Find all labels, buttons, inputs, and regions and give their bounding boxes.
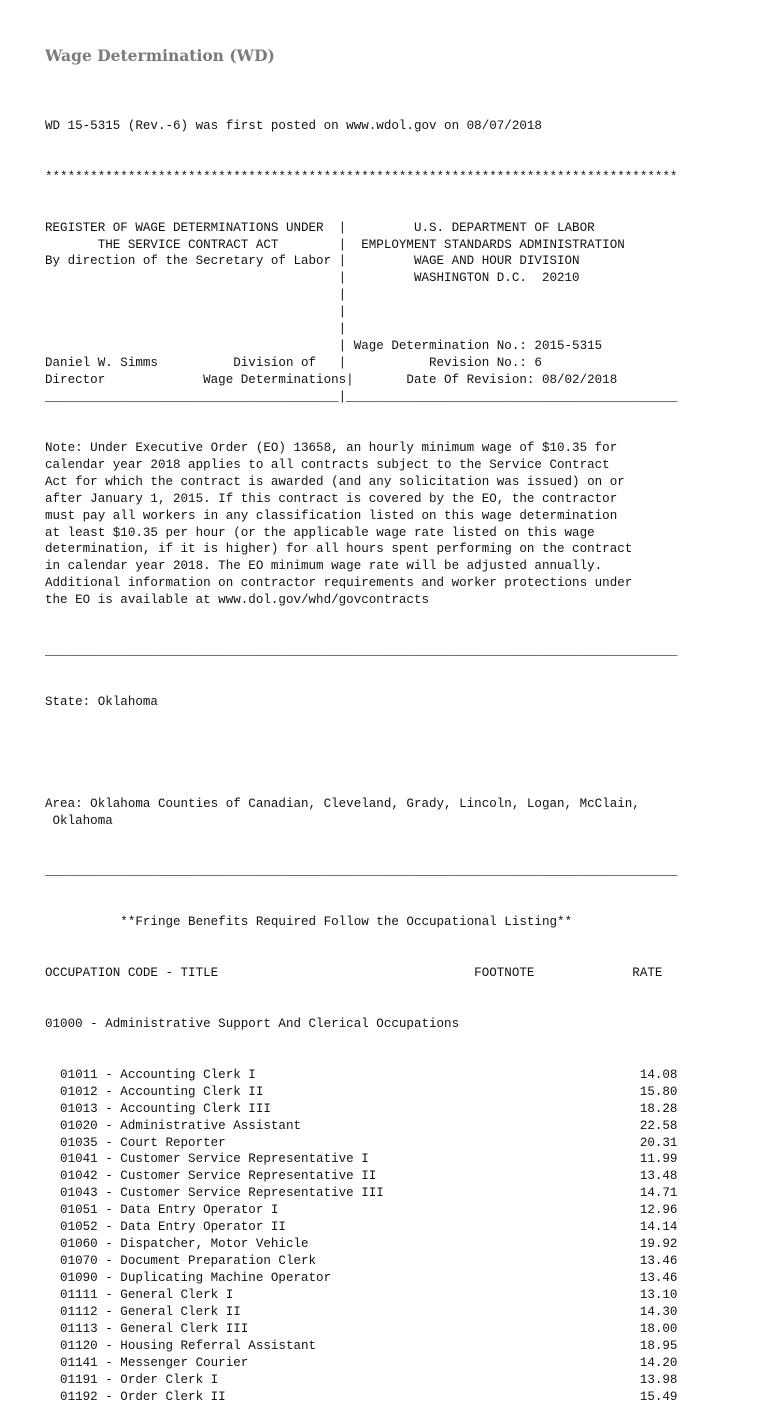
occupation-row: 01043 - Customer Service Representative III 14.71	[45, 1186, 678, 1201]
occupation-row: 01051 - Data Entry Operator I 12.96	[45, 1203, 678, 1218]
occupation-row: 01060 - Dispatcher, Motor Vehicle 19.92	[45, 1237, 678, 1252]
rule-separator: ____________________________________________________________________________________	[45, 864, 678, 879]
area-line: Oklahoma	[45, 813, 113, 828]
header-line: _______________________________________|____________________________________________	[45, 389, 678, 404]
occupation-row: 01052 - Data Entry Operator II 14.14	[45, 1220, 678, 1235]
occupation-row: 01020 - Administrative Assistant 22.58	[45, 1118, 678, 1133]
occupation-row: 01011 - Accounting Clerk I 14.08	[45, 1067, 678, 1082]
note-line: Additional information on contractor requirements and worker protections under	[45, 576, 633, 591]
rule-separator: ____________________________________________________________________________________	[45, 644, 678, 659]
occupation-row: 01120 - Housing Referral Assistant 18.95	[45, 1338, 678, 1353]
posted-line: WD 15-5315 (Rev.-6) was first posted on www.wdol.gov on 08/07/2018	[45, 118, 542, 133]
header-line: By direction of the Secretary of Labor | WAGE AND HOUR DIVISION	[45, 254, 580, 269]
note-line: must pay all workers in any classification listed on this wage determination	[45, 508, 618, 523]
occupation-row: 01112 - General Clerk II 14.30	[45, 1304, 678, 1319]
header-line: | Wage Determination No.: 2015-5315	[45, 339, 603, 354]
note-line: Act for which the contract is awarded (and any solicitation was issued) on or	[45, 474, 625, 489]
area-line: Area: Oklahoma Counties of Canadian, Cleveland, Grady, Lincoln, Logan, McClain,	[45, 796, 640, 811]
wage-determination-document	[45, 84, 677, 1422]
fringe-benefits-notice: **Fringe Benefits Required Follow the Occupational Listing**	[45, 915, 573, 930]
header-line: |	[45, 305, 347, 320]
blank-line	[45, 745, 677, 762]
stars-separator: ************************************************************************************	[45, 169, 678, 184]
note-line: at least $10.35 per hour (or the applicable wage rate listed on this wage	[45, 525, 595, 540]
occupation-list	[45, 1067, 677, 1406]
occupation-row: 01113 - General Clerk III 18.00	[45, 1321, 678, 1336]
header-line: |	[45, 288, 347, 303]
page-title: Wage Determination (WD)	[45, 46, 275, 65]
area-description	[45, 796, 677, 830]
column-headers: OCCUPATION CODE - TITLE FOOTNOTE RATE	[45, 966, 663, 981]
occupation-row: 01191 - Order Clerk I 13.98	[45, 1372, 678, 1387]
occupation-row: 01111 - General Clerk I 13.10	[45, 1287, 678, 1302]
occupation-group-title: 01000 - Administrative Support And Clerical Occupations	[45, 1016, 460, 1031]
occupation-row: 01042 - Customer Service Representative II 13.48	[45, 1169, 678, 1184]
occupation-row: 01012 - Accounting Clerk II 15.80	[45, 1084, 678, 1099]
eo-minimum-wage-note	[45, 440, 677, 609]
note-line: the EO is available at www.dol.gov/whd/govcontracts	[45, 593, 429, 608]
occupation-row: 01035 - Court Reporter 20.31	[45, 1135, 678, 1150]
occupation-row: 01013 - Accounting Clerk III 18.28	[45, 1101, 678, 1116]
header-line: THE SERVICE CONTRACT ACT | EMPLOYMENT STANDARDS ADMINISTRATION	[45, 237, 625, 252]
occupation-row: 01070 - Document Preparation Clerk 13.46	[45, 1254, 678, 1269]
occupation-row: 01192 - Order Clerk II 15.49	[45, 1389, 678, 1404]
header-line: Director Wage Determinations| Date Of Revision: 08/02/2018	[45, 373, 618, 388]
note-line: Note: Under Executive Order (EO) 13658, an hourly minimum wage of $10.35 for	[45, 440, 618, 455]
register-header	[45, 220, 677, 406]
header-line: Daniel W. Simms Division of | Revision No.: 6	[45, 356, 542, 371]
occupation-row: 01141 - Messenger Courier 14.20	[45, 1355, 678, 1370]
occupation-row: 01090 - Duplicating Machine Operator 13.46	[45, 1271, 678, 1286]
header-line: REGISTER OF WAGE DETERMINATIONS UNDER | U.S. DEPARTMENT OF LABOR	[45, 220, 595, 235]
header-line: | WASHINGTON D.C. 20210	[45, 271, 580, 286]
note-line: determination, if it is higher) for all hours spent performing on the contract	[45, 542, 633, 557]
occupation-row: 01041 - Customer Service Representative I 11.99	[45, 1152, 678, 1167]
note-line: in calendar year 2018. The EO minimum wage rate will be adjusted annually.	[45, 559, 603, 574]
state-line: State: Oklahoma	[45, 694, 158, 709]
note-line: calendar year 2018 applies to all contracts subject to the Service Contract	[45, 457, 610, 472]
header-line: |	[45, 322, 347, 337]
note-line: after January 1, 2015. If this contract is covered by the EO, the contractor	[45, 491, 618, 506]
